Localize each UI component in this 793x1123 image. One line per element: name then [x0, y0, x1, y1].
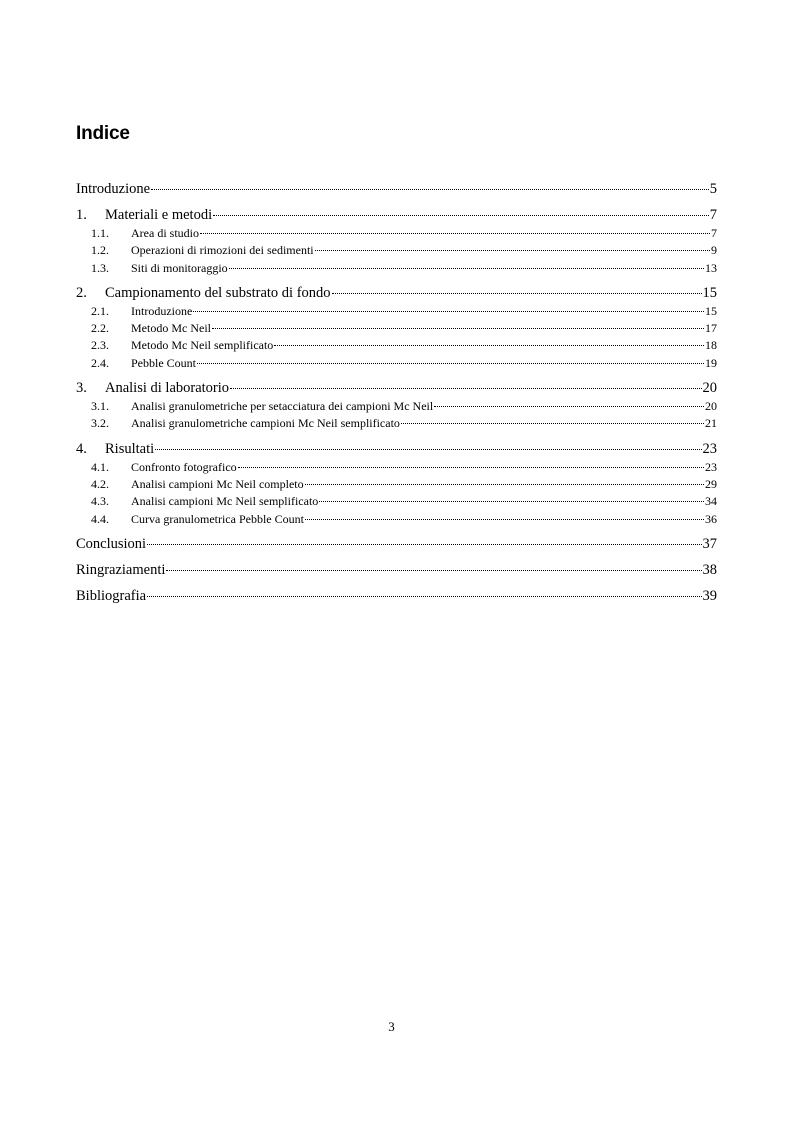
- toc-entry-label: Pebble Count: [131, 355, 196, 370]
- toc-dot-leader: [315, 250, 710, 251]
- toc-entry-chapter[interactable]: [76, 561, 717, 580]
- toc-entry-number: 4.4.: [91, 511, 109, 526]
- toc-entry-number: 4.2.: [91, 476, 109, 491]
- toc-entry-label: Curva granulometrica Pebble Count: [131, 511, 304, 526]
- toc-dot-leader: [151, 189, 709, 190]
- toc-entry-label: Risultati: [105, 440, 155, 457]
- page-title: Indice: [76, 123, 130, 144]
- toc-entry-page: 23: [702, 440, 717, 457]
- table-of-contents: [76, 180, 717, 606]
- toc-entry-number: 2.2.: [91, 321, 109, 336]
- toc-entry-number: 1.2.: [91, 243, 109, 258]
- toc-entry-chapter[interactable]: [76, 284, 717, 303]
- toc-entry-label: Operazioni di rimozioni dei sedimenti: [131, 243, 314, 258]
- toc-entry-number: 4.: [76, 440, 87, 457]
- toc-entry-chapter[interactable]: [76, 535, 717, 554]
- toc-entry-section[interactable]: [76, 355, 717, 372]
- toc-dot-leader: [305, 484, 704, 485]
- toc-entry-page: 23: [705, 459, 717, 474]
- toc-entry-label: Materiali e metodi: [105, 207, 213, 223]
- toc-entry-page: 18: [705, 338, 717, 353]
- toc-dot-leader: [332, 293, 702, 294]
- toc-dot-leader: [401, 423, 704, 424]
- toc-entry-label: Area di studio: [131, 226, 199, 240]
- toc-entry-page: 34: [705, 494, 717, 509]
- toc-entry-section[interactable]: [76, 337, 717, 354]
- toc-dot-leader: [230, 388, 701, 389]
- toc-entry-number: 3.2.: [91, 416, 109, 431]
- toc-entry-section[interactable]: [76, 476, 717, 493]
- toc-dot-leader: [305, 519, 704, 520]
- toc-entry-page: 20: [702, 380, 717, 397]
- toc-entry-chapter[interactable]: [76, 180, 717, 199]
- toc-entry-number: 2.1.: [91, 303, 109, 318]
- toc-dot-leader: [319, 501, 704, 502]
- toc-entry-chapter[interactable]: [76, 440, 717, 459]
- toc-dot-leader: [200, 233, 710, 234]
- toc-entry-label: Bibliografia: [76, 587, 147, 604]
- toc-entry-page: 5: [709, 181, 717, 197]
- toc-entry-page: 7: [709, 207, 717, 223]
- toc-entry-label: Metodo Mc Neil semplificato: [131, 338, 274, 353]
- toc-dot-leader: [212, 328, 704, 329]
- toc-entry-label: Introduzione: [131, 303, 193, 318]
- toc-dot-leader: [274, 345, 704, 346]
- toc-entry-page: 20: [705, 399, 717, 414]
- toc-dot-leader: [193, 311, 704, 312]
- toc-entry-number: 4.1.: [91, 459, 109, 474]
- toc-entry-page: 15: [705, 303, 717, 318]
- toc-entry-label: Analisi di laboratorio: [105, 380, 230, 397]
- toc-entry-page: 17: [705, 321, 717, 336]
- toc-entry-section[interactable]: [76, 303, 717, 320]
- toc-dot-leader: [147, 596, 701, 597]
- toc-entry-page: 36: [705, 511, 717, 526]
- toc-entry-page: 19: [705, 355, 717, 370]
- toc-entry-page: 15: [702, 284, 717, 301]
- toc-entry-section[interactable]: [76, 225, 717, 242]
- toc-entry-section[interactable]: [76, 320, 717, 337]
- toc-entry-number: 1.: [76, 207, 87, 223]
- toc-entry-label: Analisi campioni Mc Neil completo: [131, 476, 304, 491]
- toc-entry-section[interactable]: [76, 242, 717, 259]
- toc-entry-section[interactable]: [76, 511, 717, 528]
- toc-dot-leader: [155, 449, 701, 450]
- toc-dot-leader: [213, 215, 709, 216]
- toc-entry-chapter[interactable]: [76, 206, 717, 225]
- toc-entry-number: 1.1.: [91, 226, 109, 240]
- toc-entry-section[interactable]: [76, 260, 717, 277]
- toc-entry-number: 4.3.: [91, 494, 109, 509]
- toc-dot-leader: [147, 544, 701, 545]
- toc-entry-section[interactable]: [76, 398, 717, 415]
- toc-entry-label: Analisi granulometriche per setacciatura dei campioni Mc Neil: [131, 399, 434, 414]
- toc-entry-label: Confronto fotografico: [131, 459, 237, 474]
- toc-entry-chapter[interactable]: [76, 587, 717, 606]
- toc-entry-label: Ringraziamenti: [76, 561, 166, 578]
- toc-entry-label: Siti di monitoraggio: [131, 260, 228, 275]
- toc-entry-number: 3.1.: [91, 399, 109, 414]
- toc-entry-label: Campionamento del substrato di fondo: [105, 284, 331, 301]
- toc-entry-number: 1.3.: [91, 260, 109, 275]
- toc-dot-leader: [434, 406, 704, 407]
- page-number: 3: [388, 1019, 395, 1034]
- toc-entry-label: Metodo Mc Neil: [131, 321, 211, 336]
- toc-entry-number: 2.3.: [91, 338, 109, 353]
- toc-entry-page: 37: [702, 535, 717, 552]
- toc-entry-label: Analisi campioni Mc Neil semplificato: [131, 494, 319, 509]
- toc-entry-page: 21: [705, 416, 717, 431]
- toc-entry-number: 2.: [76, 284, 87, 301]
- toc-entry-section[interactable]: [76, 493, 717, 510]
- toc-dot-leader: [197, 363, 704, 364]
- toc-dot-leader: [229, 268, 704, 269]
- toc-entry-label: Conclusioni: [76, 535, 147, 552]
- toc-entry-number: 3.: [76, 380, 87, 397]
- toc-entry-label: Analisi granulometriche campioni Mc Neil semplificato: [131, 416, 400, 431]
- toc-entry-number: 2.4.: [91, 355, 109, 370]
- toc-entry-page: 39: [702, 587, 717, 604]
- toc-entry-page: 7: [711, 226, 717, 240]
- toc-entry-section[interactable]: [76, 459, 717, 476]
- toc-entry-page: 29: [705, 476, 717, 491]
- toc-dot-leader: [166, 570, 701, 571]
- toc-entry-section[interactable]: [76, 415, 717, 432]
- toc-entry-page: 13: [705, 260, 717, 275]
- toc-entry-page: 9: [711, 243, 717, 258]
- toc-entry-page: 38: [702, 561, 717, 578]
- toc-entry-chapter[interactable]: [76, 379, 717, 398]
- toc-dot-leader: [238, 467, 704, 468]
- toc-entry-label: Introduzione: [76, 181, 151, 197]
